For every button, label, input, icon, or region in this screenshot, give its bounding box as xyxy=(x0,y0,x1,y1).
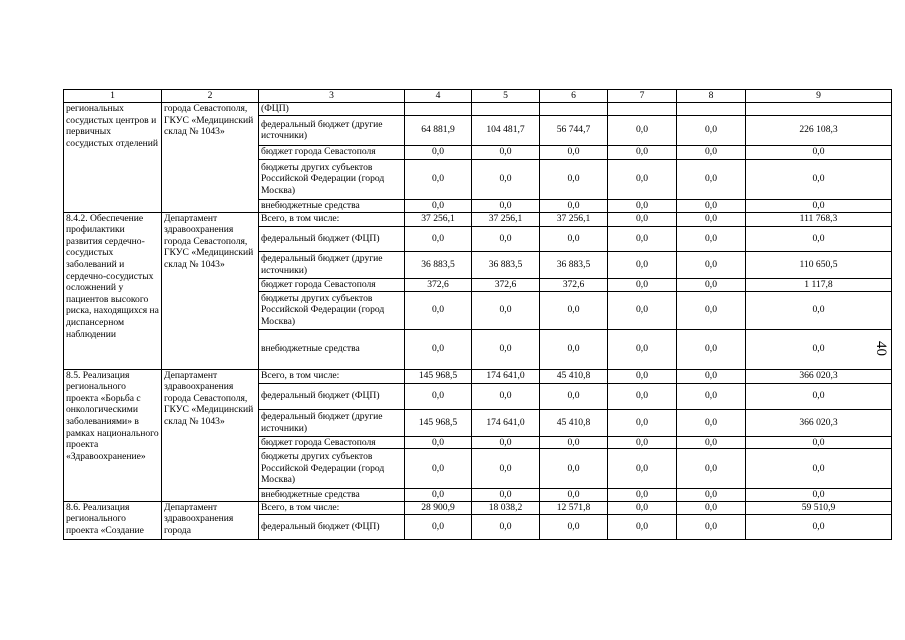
amount-cell: 0,0 xyxy=(405,199,472,212)
amount-cell: 0,0 xyxy=(677,199,746,212)
funding-source: федеральный бюджет (ФЦП) xyxy=(259,226,405,251)
table-body xyxy=(64,90,892,540)
amount-cell: 1 117,8 xyxy=(746,278,892,291)
amount-cell xyxy=(677,103,746,116)
page-number: 40 xyxy=(873,341,889,356)
amount-cell: 37 256,1 xyxy=(472,212,540,226)
table-row xyxy=(64,369,892,383)
amount-cell: 0,0 xyxy=(540,329,608,369)
amount-cell: 0,0 xyxy=(677,501,746,514)
amount-cell: 0,0 xyxy=(746,199,892,212)
amount-cell: 0,0 xyxy=(677,369,746,383)
amount-cell: 0,0 xyxy=(405,145,472,159)
amount-cell: 174 641,0 xyxy=(472,409,540,436)
amount-cell xyxy=(746,103,892,116)
amount-cell: 0,0 xyxy=(472,514,540,539)
amount-cell: 366 020,3 xyxy=(746,409,892,436)
header-cell: 6 xyxy=(540,90,608,103)
amount-cell: 0,0 xyxy=(540,159,608,199)
amount-cell: 56 744,7 xyxy=(540,115,608,145)
amount-cell: 0,0 xyxy=(608,278,677,291)
amount-cell: 37 256,1 xyxy=(405,212,472,226)
amount-cell: 0,0 xyxy=(472,436,540,449)
amount-cell: 0,0 xyxy=(608,329,677,369)
amount-cell: 0,0 xyxy=(540,383,608,409)
measure-description: 8.4.2. Обеспечение профилактики развития сердечно-сосудистых заболеваний и сердечно-сосудистых осложнений у пациентов высокого риска, находящихся на диспансерном наблюдении xyxy=(64,212,162,369)
amount-cell: 0,0 xyxy=(540,199,608,212)
amount-cell: 0,0 xyxy=(608,115,677,145)
amount-cell: 64 881,9 xyxy=(405,115,472,145)
funding-source: бюджет города Севастополя xyxy=(259,278,405,291)
amount-cell: 0,0 xyxy=(405,514,472,539)
amount-cell: 0,0 xyxy=(677,278,746,291)
amount-cell: 0,0 xyxy=(405,436,472,449)
amount-cell: 36 883,5 xyxy=(405,251,472,278)
amount-cell: 104 481,7 xyxy=(472,115,540,145)
header-cell: 2 xyxy=(162,90,259,103)
responsible-organization: Департамент здравоохранения города xyxy=(162,501,259,539)
amount-cell: 0,0 xyxy=(540,436,608,449)
header-cell: 8 xyxy=(677,90,746,103)
amount-cell: 0,0 xyxy=(608,489,677,502)
amount-cell: 0,0 xyxy=(677,145,746,159)
amount-cell: 0,0 xyxy=(405,291,472,329)
amount-cell: 0,0 xyxy=(405,449,472,489)
funding-source: федеральный бюджет (другие источники) xyxy=(259,115,405,145)
amount-cell: 0,0 xyxy=(746,514,892,539)
funding-source: внебюджетные средства xyxy=(259,489,405,502)
amount-cell: 0,0 xyxy=(608,226,677,251)
amount-cell: 0,0 xyxy=(746,159,892,199)
funding-source: бюджеты других субъектов Российской Федерации (город Москва) xyxy=(259,291,405,329)
responsible-organization: Департамент здравоохранения города Севастополя, ГКУС «Медицинский склад № 1043» xyxy=(162,369,259,501)
amount-cell: 372,6 xyxy=(472,278,540,291)
header-cell: 3 xyxy=(259,90,405,103)
funding-source: федеральный бюджет (ФЦП) xyxy=(259,383,405,409)
amount-cell: 0,0 xyxy=(405,329,472,369)
amount-cell: 0,0 xyxy=(746,145,892,159)
amount-cell: 372,6 xyxy=(405,278,472,291)
funding-source: Всего, в том числе: xyxy=(259,212,405,226)
amount-cell: 0,0 xyxy=(540,489,608,502)
amount-cell: 0,0 xyxy=(405,489,472,502)
amount-cell: 45 410,8 xyxy=(540,409,608,436)
amount-cell: 0,0 xyxy=(472,383,540,409)
amount-cell: 0,0 xyxy=(608,436,677,449)
amount-cell: 0,0 xyxy=(677,514,746,539)
amount-cell: 36 883,5 xyxy=(540,251,608,278)
funding-source: бюджеты других субъектов Российской Федерации (город Москва) xyxy=(259,159,405,199)
amount-cell: 45 410,8 xyxy=(540,369,608,383)
amount-cell: 0,0 xyxy=(472,291,540,329)
amount-cell: 0,0 xyxy=(472,489,540,502)
budget-table xyxy=(63,89,892,540)
amount-cell: 0,0 xyxy=(472,226,540,251)
amount-cell: 0,0 xyxy=(677,159,746,199)
amount-cell: 0,0 xyxy=(608,369,677,383)
amount-cell: 0,0 xyxy=(677,291,746,329)
amount-cell: 145 968,5 xyxy=(405,369,472,383)
amount-cell xyxy=(405,103,472,116)
table-row xyxy=(64,103,892,116)
responsible-organization: города Севастополя, ГКУС «Медицинский склад № 1043» xyxy=(162,103,259,213)
amount-cell: 0,0 xyxy=(746,436,892,449)
header-row xyxy=(64,90,892,103)
header-cell: 9 xyxy=(746,90,892,103)
table-row xyxy=(64,212,892,226)
header-cell: 7 xyxy=(608,90,677,103)
amount-cell: 0,0 xyxy=(608,501,677,514)
amount-cell: 28 900,9 xyxy=(405,501,472,514)
amount-cell: 0,0 xyxy=(405,226,472,251)
amount-cell: 0,0 xyxy=(677,409,746,436)
amount-cell: 0,0 xyxy=(746,226,892,251)
amount-cell: 0,0 xyxy=(608,383,677,409)
amount-cell: 0,0 xyxy=(677,226,746,251)
amount-cell: 37 256,1 xyxy=(540,212,608,226)
amount-cell: 0,0 xyxy=(746,329,892,369)
amount-cell: 0,0 xyxy=(472,159,540,199)
measure-description: 8.5. Реализация регионального проекта «Борьба с онкологическими заболеваниями» в рамках национального проекта «Здравоохранение» xyxy=(64,369,162,501)
amount-cell: 0,0 xyxy=(608,145,677,159)
amount-cell xyxy=(472,103,540,116)
header-cell: 4 xyxy=(405,90,472,103)
amount-cell: 110 650,5 xyxy=(746,251,892,278)
amount-cell: 226 108,3 xyxy=(746,115,892,145)
measure-description: региональных сосудистых центров и первичных сосудистых отделений xyxy=(64,103,162,213)
amount-cell: 18 038,2 xyxy=(472,501,540,514)
amount-cell: 0,0 xyxy=(746,291,892,329)
responsible-organization: Департамент здравоохранения города Севастополя, ГКУС «Медицинский склад № 1043» xyxy=(162,212,259,369)
amount-cell: 0,0 xyxy=(677,489,746,502)
amount-cell: 0,0 xyxy=(472,329,540,369)
funding-source: федеральный бюджет (другие источники) xyxy=(259,409,405,436)
amount-cell: 0,0 xyxy=(677,329,746,369)
amount-cell: 0,0 xyxy=(608,409,677,436)
amount-cell: 0,0 xyxy=(472,145,540,159)
amount-cell: 0,0 xyxy=(405,383,472,409)
amount-cell: 111 768,3 xyxy=(746,212,892,226)
amount-cell: 0,0 xyxy=(540,449,608,489)
amount-cell: 0,0 xyxy=(746,449,892,489)
funding-source: бюджет города Севастополя xyxy=(259,145,405,159)
funding-source: Всего, в том числе: xyxy=(259,501,405,514)
funding-source: бюджет города Севастополя xyxy=(259,436,405,449)
funding-source: Всего, в том числе: xyxy=(259,369,405,383)
amount-cell: 0,0 xyxy=(608,514,677,539)
amount-cell: 0,0 xyxy=(540,226,608,251)
amount-cell: 0,0 xyxy=(677,115,746,145)
amount-cell: 0,0 xyxy=(677,449,746,489)
amount-cell xyxy=(608,103,677,116)
amount-cell: 36 883,5 xyxy=(472,251,540,278)
amount-cell: 145 968,5 xyxy=(405,409,472,436)
amount-cell: 0,0 xyxy=(677,212,746,226)
amount-cell: 0,0 xyxy=(608,199,677,212)
table-row xyxy=(64,501,892,514)
amount-cell: 0,0 xyxy=(746,383,892,409)
funding-source: федеральный бюджет (другие источники) xyxy=(259,251,405,278)
funding-source: внебюджетные средства xyxy=(259,199,405,212)
amount-cell: 174 641,0 xyxy=(472,369,540,383)
amount-cell: 0,0 xyxy=(746,489,892,502)
amount-cell: 0,0 xyxy=(472,199,540,212)
amount-cell: 0,0 xyxy=(405,159,472,199)
amount-cell: 0,0 xyxy=(608,449,677,489)
funding-source: (ФЦП) xyxy=(259,103,405,116)
amount-cell: 0,0 xyxy=(677,383,746,409)
funding-source: бюджеты других субъектов Российской Федерации (город Москва) xyxy=(259,449,405,489)
amount-cell: 0,0 xyxy=(677,251,746,278)
amount-cell: 0,0 xyxy=(540,145,608,159)
amount-cell: 0,0 xyxy=(608,291,677,329)
funding-source: внебюджетные средства xyxy=(259,329,405,369)
amount-cell: 0,0 xyxy=(540,291,608,329)
measure-description: 8.6. Реализация регионального проекта «Создание xyxy=(64,501,162,539)
funding-source: федеральный бюджет (ФЦП) xyxy=(259,514,405,539)
amount-cell: 0,0 xyxy=(608,251,677,278)
amount-cell: 0,0 xyxy=(608,159,677,199)
amount-cell: 0,0 xyxy=(540,514,608,539)
amount-cell: 372,6 xyxy=(540,278,608,291)
amount-cell: 0,0 xyxy=(677,436,746,449)
amount-cell: 59 510,9 xyxy=(746,501,892,514)
amount-cell: 366 020,3 xyxy=(746,369,892,383)
header-cell: 1 xyxy=(64,90,162,103)
amount-cell: 12 571,8 xyxy=(540,501,608,514)
amount-cell: 0,0 xyxy=(472,449,540,489)
amount-cell: 0,0 xyxy=(608,212,677,226)
amount-cell xyxy=(540,103,608,116)
header-cell: 5 xyxy=(472,90,540,103)
